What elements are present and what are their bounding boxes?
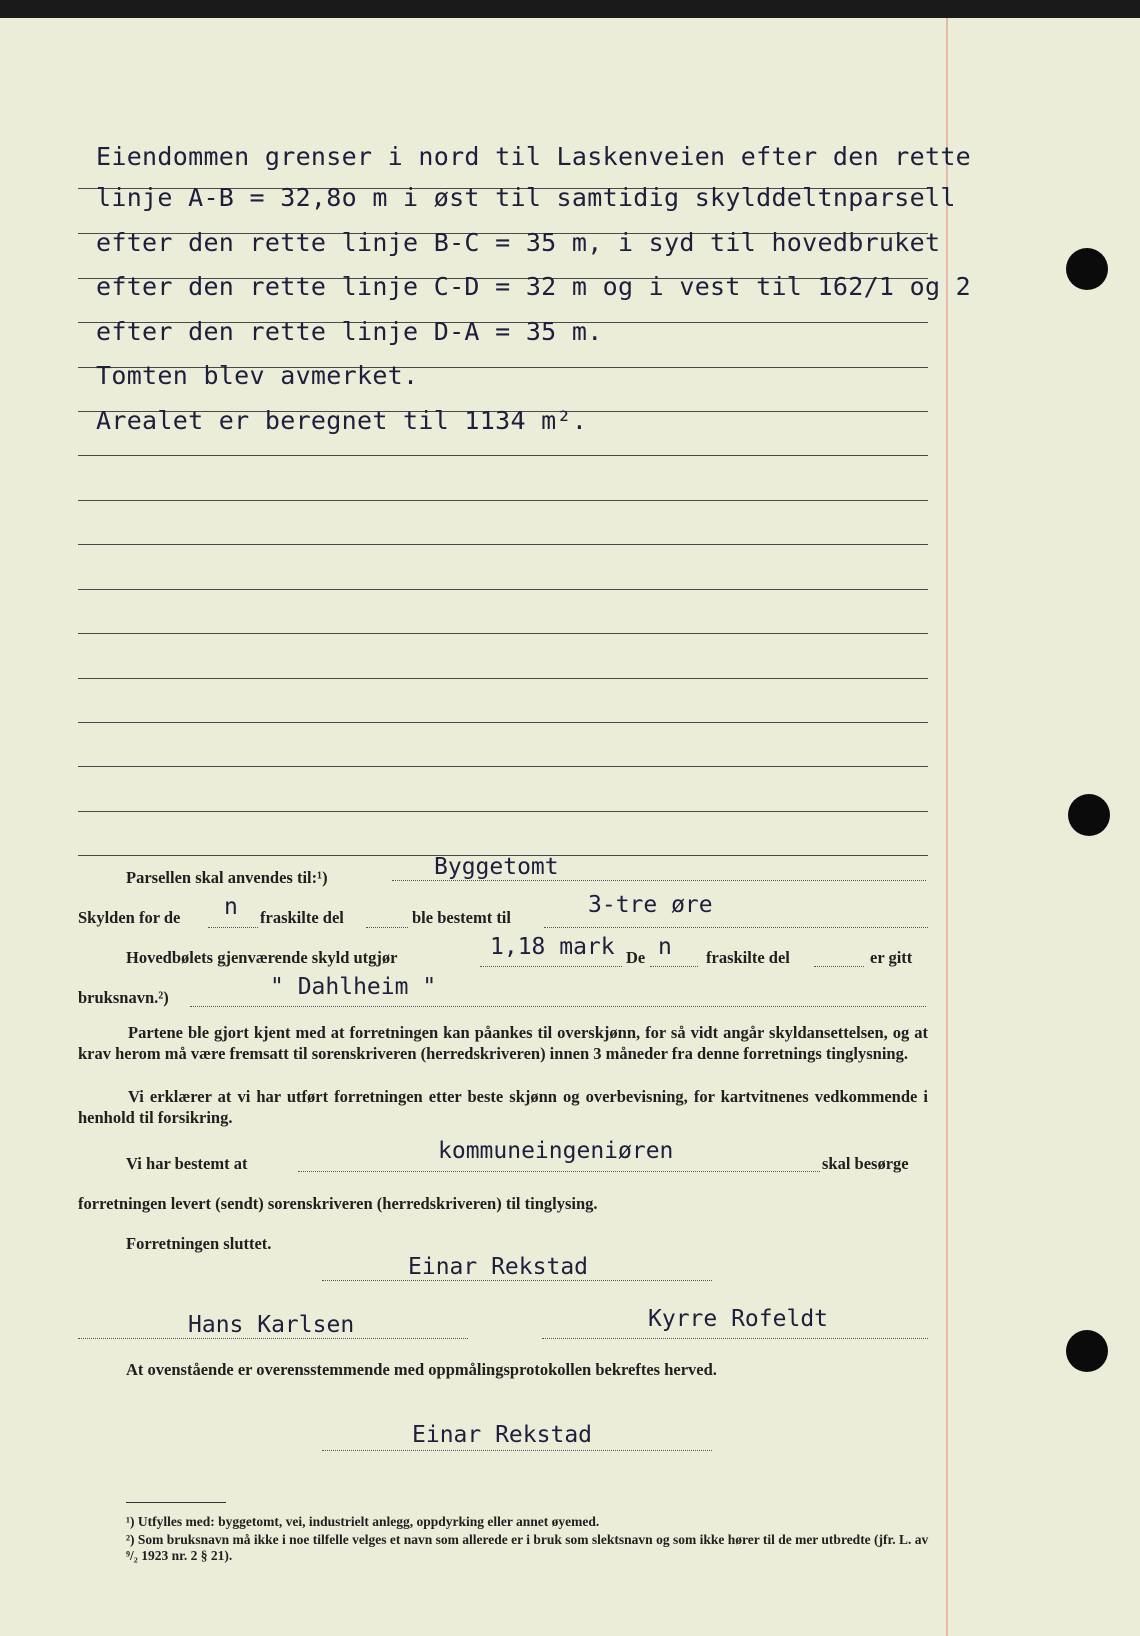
ruled-line bbox=[78, 500, 928, 501]
bestemt-label: Vi har bestemt at bbox=[126, 1154, 248, 1173]
skyld-label-b: fraskilte del bbox=[260, 908, 344, 927]
hoved-value: 1,18 mark bbox=[490, 934, 615, 960]
ruled-line bbox=[78, 589, 928, 590]
description-line-3: efter den rette linje B-C = 35 m, i syd til hovedbruket bbox=[96, 228, 941, 257]
punch-hole-middle bbox=[1068, 794, 1110, 836]
hoved-dots-2 bbox=[650, 966, 698, 967]
ruled-line bbox=[78, 544, 928, 545]
hoved-label-c: fraskilte del bbox=[706, 948, 790, 967]
ruled-line bbox=[78, 722, 928, 723]
bruk-value: " Dahlheim " bbox=[270, 974, 437, 1000]
hoved-label-a: Hovedbølets gjenværende skyld utgjør bbox=[126, 948, 398, 967]
skyld-label-c: ble bestemt til bbox=[412, 908, 511, 927]
bruk-dots bbox=[190, 1006, 926, 1007]
besorge-label: skal besørge bbox=[822, 1154, 909, 1173]
description-line-1: Eiendommen grenser i nord til Laskenveien efter den rette bbox=[96, 142, 972, 171]
document-page bbox=[0, 18, 1140, 1636]
signature-hans-karlsen: Hans Karlsen bbox=[188, 1312, 355, 1338]
ruled-line bbox=[78, 633, 928, 634]
punch-hole-bottom bbox=[1066, 1330, 1108, 1372]
ruled-line bbox=[78, 766, 928, 767]
footnote-rule bbox=[126, 1502, 226, 1503]
hoved-dots-1 bbox=[480, 966, 622, 967]
skyld-value: 3-tre øre bbox=[588, 892, 713, 918]
description-line-6: Tomten blev avmerket. bbox=[96, 361, 419, 390]
hoved-label-d: er gitt bbox=[870, 948, 913, 967]
margin-line bbox=[946, 18, 948, 1636]
signature-dots-2 bbox=[78, 1338, 468, 1339]
skyld-dots-2 bbox=[366, 927, 408, 928]
hoved-dots-3 bbox=[814, 966, 864, 967]
appeal-paragraph: Partene ble gjort kjent med at forretningen kan påankes til overskjønn, for så vidt angår skyldansettelsen, og at krav herom må være fremsatt til sorenskriveren (herredskriveren) innen 3 måneder fra denne forretnings tinglysning. bbox=[78, 1023, 928, 1063]
declaration-paragraph: Vi erklærer at vi har utført forretningen etter beste skjønn og overbevisning, for kartvitnenes vedkommende i henhold til forsikring. bbox=[78, 1087, 928, 1127]
bestemt-dots bbox=[298, 1171, 820, 1172]
bruk-label: bruksnavn.²) bbox=[78, 988, 169, 1007]
hoved-label-b: De bbox=[626, 948, 646, 967]
footnote-1: ¹) Utfylles med: byggetomt, vei, industrielt anlegg, oppdyrking eller annet øyemed. bbox=[126, 1514, 600, 1529]
signature-dots-3 bbox=[542, 1338, 928, 1339]
signature-einar-rekstad-2: Einar Rekstad bbox=[412, 1422, 593, 1448]
signature-dots-4 bbox=[322, 1450, 712, 1451]
description-line-5: efter den rette linje D-A = 35 m. bbox=[96, 317, 603, 346]
description-line-7: Arealet er beregnet til 1134 m². bbox=[96, 406, 588, 435]
confirm-line: At ovenstående er overensstemmende med oppmålingsprotokollen bekreftes herved. bbox=[126, 1360, 717, 1379]
skyld-label-a: Skylden for de bbox=[78, 908, 181, 927]
ruled-line bbox=[78, 811, 928, 812]
punch-hole-top bbox=[1066, 248, 1108, 290]
use-dots bbox=[392, 880, 926, 881]
ruled-line bbox=[78, 455, 928, 456]
levert-line: forretningen levert (sendt) sorenskriveren (herredskriveren) til tinglysing. bbox=[78, 1194, 598, 1213]
signature-einar-rekstad: Einar Rekstad bbox=[408, 1254, 589, 1280]
skyld-dots-3 bbox=[544, 927, 928, 928]
bestemt-value: kommuneingeniøren bbox=[438, 1138, 674, 1164]
skyld-n: n bbox=[224, 894, 238, 920]
sluttet-line: Forretningen sluttet. bbox=[126, 1234, 272, 1253]
description-line-4: efter den rette linje C-D = 32 m og i vest til 162/1 og 2 bbox=[96, 272, 972, 301]
use-value: Byggetomt bbox=[434, 854, 559, 880]
signature-dots-1 bbox=[322, 1280, 712, 1281]
skyld-dots-1 bbox=[208, 927, 258, 928]
signature-kyrre-rofeldt: Kyrre Rofeldt bbox=[648, 1306, 829, 1332]
ruled-line bbox=[78, 678, 928, 679]
hoved-n: n bbox=[658, 934, 672, 960]
use-label: Parsellen skal anvendes til:¹) bbox=[126, 868, 328, 887]
description-line-2: linje A-B = 32,8o m i øst til samtidig skylddeltnparsell bbox=[96, 183, 956, 212]
footnote-2: ²) Som bruksnavn må ikke i noe tilfelle velges et navn som allerede er i bruk som slektsnavn og som ikke hører til de mer utbredte (jfr. L. av ⁹/₂ 1923 nr. 2 § 21). bbox=[126, 1532, 929, 1563]
